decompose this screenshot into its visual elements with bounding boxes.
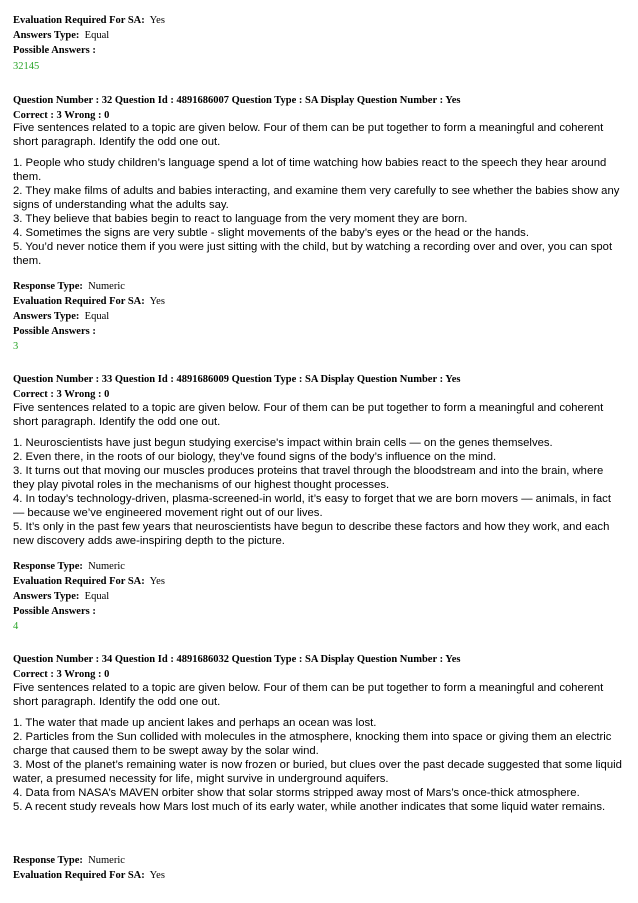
response-type-row: Response Type: Numeric <box>13 855 125 866</box>
correct-wrong: Correct : 3 Wrong : 0 <box>13 110 110 121</box>
eval-required-row: Evaluation Required For SA: Yes <box>13 576 165 587</box>
eval-required-row: Evaluation Required For SA: Yes <box>13 296 165 307</box>
response-type-row: Response Type: Numeric <box>13 281 125 292</box>
answers-type-row: Answers Type: Equal <box>13 591 110 602</box>
possible-answer-value: 32145 <box>13 61 40 72</box>
answers-type-row: Answers Type: Equal <box>13 30 110 41</box>
correct-wrong: Correct : 3 Wrong : 0 <box>13 389 110 400</box>
possible-answer-value: 4 <box>13 621 19 632</box>
response-type-row: Response Type: Numeric <box>13 561 125 572</box>
eval-required-row: Evaluation Required For SA: Yes <box>13 15 165 26</box>
sentence: 5. You’d never notice them if you were just sitting with the child, but by watching a recording over and over, you can spot them. <box>13 241 613 267</box>
sentence: 1. The water that made up ancient lakes and perhaps an ocean was lost. <box>13 717 377 729</box>
question-body <box>13 121 625 268</box>
possible-answers-label: Possible Answers : <box>13 45 96 56</box>
question-header: Question Number : 33 Question Id : 4891686009 Question Type : SA Display Question Number : Yes <box>13 374 461 385</box>
question-instruction: Five sentences related to a topic are given below. Four of them can be put together to form a meaningful and coherent short paragraph. Identify the odd one out. <box>13 122 604 148</box>
sentence: 4. In today’s technology-driven, plasma-screened-in world, it’s easy to forget that we are born movers — animals, in fact — because we’ve engineered movement right out of our lives. <box>13 493 611 519</box>
sentence: 4. Sometimes the signs are very subtle - slight movements of the baby’s eyes or the head or the hands. <box>13 227 529 239</box>
sentence: 3. They believe that babies begin to react to language from the very moment they are born. <box>13 213 468 225</box>
answers-type-row: Answers Type: Equal <box>13 311 110 322</box>
sentence: 5. It’s only in the past few years that neuroscientists have begun to describe these factors and how they work, and each new discovery adds awe-inspiring depth to the picture. <box>13 521 610 547</box>
sentence: 5. A recent study reveals how Mars lost much of its early water, while another indicates that some liquid water remains. <box>13 801 606 813</box>
sentence: 2. Particles from the Sun collided with molecules in the atmosphere, knocking them into space or giving them an electric charge that caused them to be swept away by the solar wind. <box>13 731 612 757</box>
possible-answers-label: Possible Answers : <box>13 326 96 337</box>
sentence: 3. Most of the planet’s remaining water is now frozen or buried, but clues over the past decade suggested that some liquid water, a presumed necessity for life, might survive in underground aquifers. <box>13 759 622 785</box>
question-instruction: Five sentences related to a topic are given below. Four of them can be put together to form a meaningful and coherent short paragraph. Identify the odd one out. <box>13 682 604 708</box>
question-header: Question Number : 32 Question Id : 4891686007 Question Type : SA Display Question Number : Yes <box>13 95 461 106</box>
sentence: 2. They make films of adults and babies interacting, and examine them very carefully to see whether the babies show any signs of understanding what the adults say. <box>13 185 620 211</box>
sentence: 4. Data from NASA’s MAVEN orbiter show that solar storms stripped away most of Mars’s once-thick atmosphere. <box>13 787 580 799</box>
question-body <box>13 401 625 548</box>
sentence: 2. Even there, in the roots of our biology, they’ve found signs of the body’s influence on the mind. <box>13 451 497 463</box>
eval-required-row: Evaluation Required For SA: Yes <box>13 870 165 881</box>
possible-answers-label: Possible Answers : <box>13 606 96 617</box>
possible-answer-value: 3 <box>13 341 19 352</box>
question-instruction: Five sentences related to a topic are given below. Four of them can be put together to form a meaningful and coherent short paragraph. Identify the odd one out. <box>13 402 604 428</box>
question-header: Question Number : 34 Question Id : 4891686032 Question Type : SA Display Question Number : Yes <box>13 654 461 665</box>
sentence: 3. It turns out that moving our muscles produces proteins that travel through the bloodstream and into the brain, where they play pivotal roles in the mechanisms of our highest thought processes. <box>13 465 604 491</box>
sentence: 1. Neuroscientists have just begun studying exercise's impact within brain cells — on the genes themselves. <box>13 437 553 449</box>
correct-wrong: Correct : 3 Wrong : 0 <box>13 669 110 680</box>
question-body <box>13 681 625 814</box>
sentence: 1. People who study children’s language spend a lot of time watching how babies react to the speech they hear around them. <box>13 157 607 183</box>
